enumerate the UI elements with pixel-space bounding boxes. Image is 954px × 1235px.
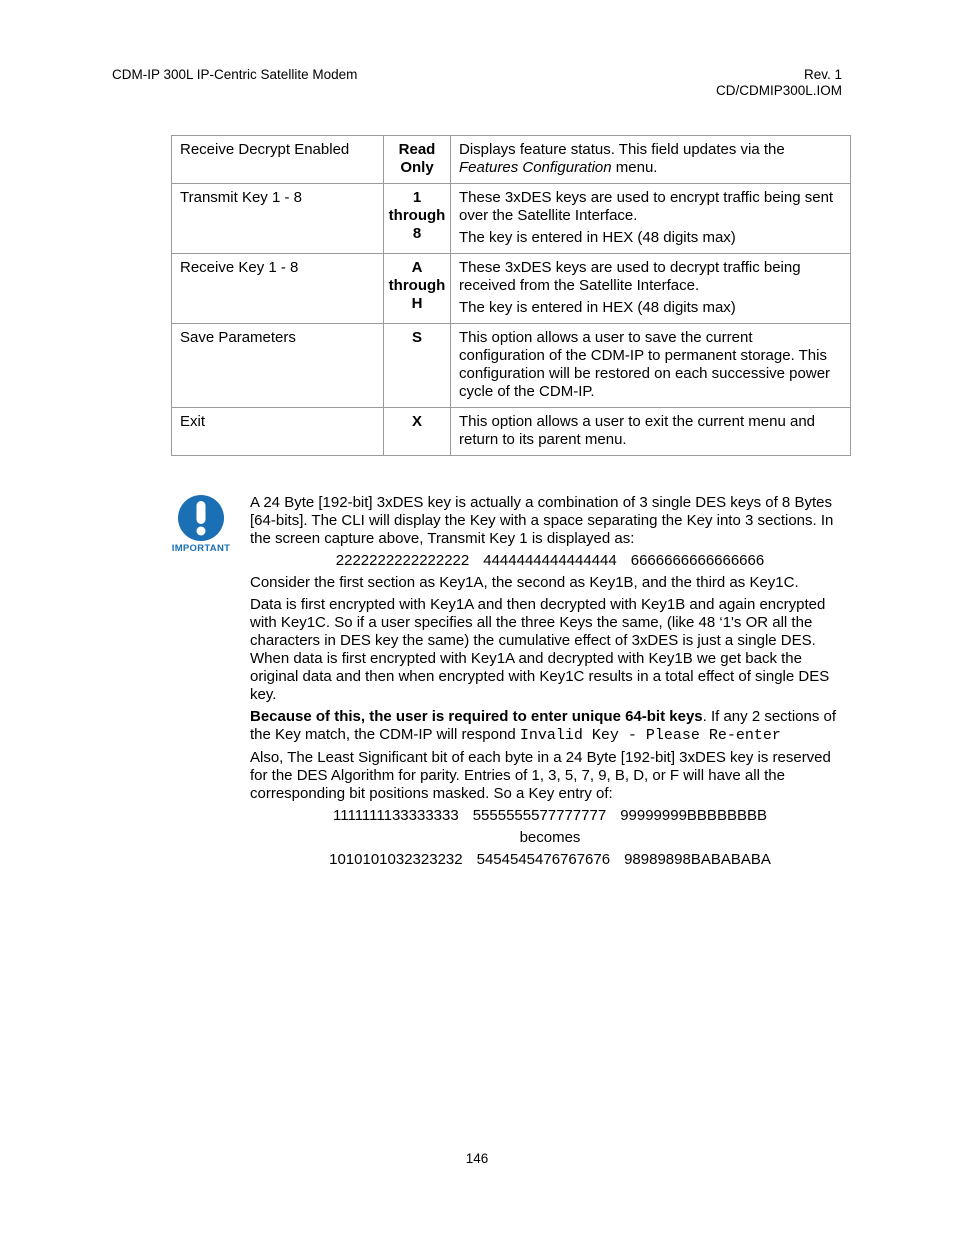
option-key: A through H (384, 254, 451, 324)
important-note (250, 494, 850, 873)
key-example: 2222222222222222 4444444444444444 6666666666666666 (335, 552, 765, 569)
table-row (172, 408, 851, 456)
option-name: Receive Key 1 - 8 (172, 254, 384, 324)
error-message: Invalid Key - Please Re-enter (519, 727, 781, 744)
paragraph: Consider the first section as Key1A, the second as Key1B, and the third as Key1C. (250, 574, 799, 591)
important-label: IMPORTANT (171, 543, 231, 554)
important-icon (168, 494, 234, 556)
option-description: This option allows a user to save the current configuration of the CDM-IP to permanent storage. This configuration will be restored on each successive power cycle of the CDM-IP. (451, 324, 851, 408)
option-description: This option allows a user to exit the current menu and return to its parent menu. (451, 408, 851, 456)
option-name: Transmit Key 1 - 8 (172, 184, 384, 254)
table-row (172, 184, 851, 254)
paragraph: Also, The Least Significant bit of each byte in a 24 Byte [192-bit] 3xDES key is reserved for the DES Algorithm for parity. Entries of 1, 3, 5, 7, 9, B, D, or F will have all the corresponding bit positions masked. So a Key entry of: (250, 749, 831, 802)
option-key: Read Only (384, 136, 451, 184)
table-row (172, 324, 851, 408)
option-description: These 3xDES keys are used to encrypt traffic being sent over the Satellite Interface. The key is entered in HEX (48 digits max) (451, 184, 851, 254)
table-row (172, 254, 851, 324)
option-description: Displays feature status. This field updates via the Features Configuration menu. (451, 136, 851, 184)
option-key: S (384, 324, 451, 408)
option-key: 1 through 8 (384, 184, 451, 254)
exclamation-icon (177, 494, 225, 542)
option-description: These 3xDES keys are used to decrypt traffic being received from the Satellite Interface. The key is entered in HEX (48 digits max) (451, 254, 851, 324)
option-name: Receive Decrypt Enabled (172, 136, 384, 184)
paragraph: A 24 Byte [192-bit] 3xDES key is actually a combination of 3 single DES keys of 8 Bytes [64-bits]. The CLI will display the Key with a space separating the Key into 3 sections. In the screen capture above, Transmit Key 1 is displayed as: (250, 494, 834, 547)
option-name: Save Parameters (172, 324, 384, 408)
option-key: X (384, 408, 451, 456)
paragraph: Because of this, the user is required to enter unique 64-bit keys. If any 2 sections of the Key match, the CDM-IP will respond Invalid Key - Please Re-enter (250, 708, 837, 744)
becomes-label: becomes (519, 829, 581, 846)
document-id: CD/CDMIP300L.IOM (715, 83, 842, 98)
option-name: Exit (172, 408, 384, 456)
revision: Rev. 1 (803, 67, 842, 82)
key-result: 1010101032323232 5454545476767676 98989898BABABABA (329, 851, 771, 868)
page-number: 146 (465, 1151, 489, 1166)
header-title: CDM-IP 300L IP-Centric Satellite Modem (112, 67, 358, 82)
key-entry: 1111111133333333 5555555577777777 99999999BBBBBBBB (333, 807, 767, 824)
table-row (172, 136, 851, 184)
header-meta (716, 67, 842, 99)
menu-options-table (171, 135, 851, 456)
paragraph: Data is first encrypted with Key1A and then decrypted with Key1B and again encrypted with Key1C. So if a user specifies all the three Keys the same, (like 48 ‘1's OR all the characters in DES key the same) the cumulative effect of 3xDES is just a single DES. When data is first encrypted with Key1A and decrypted with Key1B we get back the original data and then when encrypted with Key1C results in a total effect of single DES key. (250, 596, 830, 703)
